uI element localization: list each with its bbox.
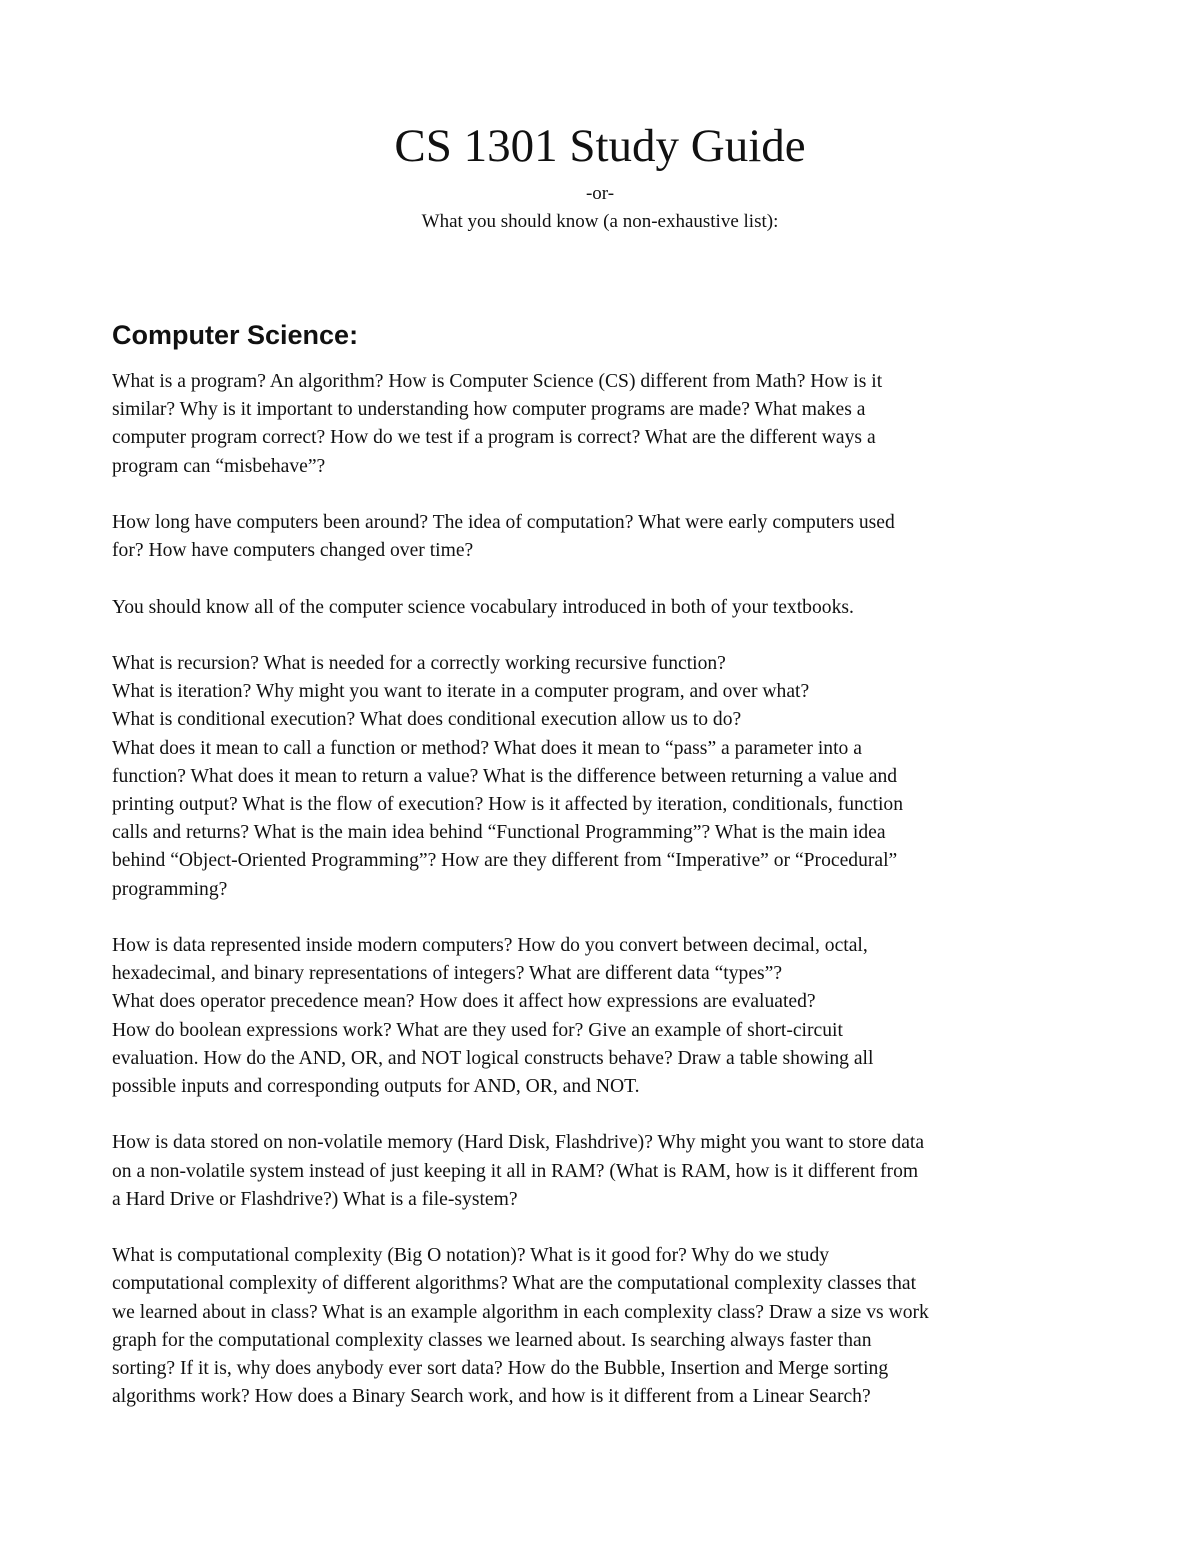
text-line: a Hard Drive or Flashdrive?) What is a file-system?	[112, 1188, 518, 1210]
text-line: What is recursion? What is needed for a correctly working recursive function?	[112, 652, 726, 674]
text-line: computational complexity of different algorithms? What are the computational complexity classes that	[112, 1273, 917, 1295]
page-title: CS 1301 Study Guide	[394, 120, 806, 172]
subtitle: What you should know (a non-exhaustive list):	[421, 211, 779, 232]
section-heading: Computer Science:	[112, 320, 359, 350]
text-line: What is conditional execution? What does conditional execution allow us to do?	[112, 709, 742, 731]
text-line: What is a program? An algorithm? How is Computer Science (CS) different from Math? How is it	[112, 371, 883, 392]
text-line: behind “Object-Oriented Programming”? How are they different from “Imperative” or “Procedural”	[112, 850, 898, 872]
text-line: How is data represented inside modern computers? How do you convert between decimal, octal,	[112, 935, 868, 956]
text-line: similar? Why is it important to understanding how computer programs are made? What makes a	[112, 399, 866, 421]
text-line: printing output? What is the flow of execution? How is it affected by iteration, conditionals, function	[112, 794, 904, 815]
paragraph	[112, 1129, 1097, 1214]
text-line: What is iteration? Why might you want to iterate in a computer program, and over what?	[112, 681, 810, 703]
text-line: programming?	[112, 878, 228, 900]
text-line: algorithms work? How does a Binary Search work, and how is it different from a Linear Search?	[112, 1386, 871, 1408]
paragraph	[112, 509, 1097, 565]
text-line: computer program correct? How do we test if a program is correct? What are the different ways a	[112, 427, 876, 449]
paragraph	[112, 932, 1097, 1101]
text-line: sorting? If it is, why does anybody ever sort data? How do the Bubble, Insertion and Merge sorting	[112, 1358, 889, 1380]
text-line: How is data stored on non-volatile memory (Hard Disk, Flashdrive)? Why might you want to store data	[112, 1132, 925, 1154]
text-line: How do boolean expressions work? What are they used for? Give an example of short-circuit	[112, 1019, 843, 1041]
study-guide-body	[112, 368, 1097, 1440]
paragraph	[112, 1242, 1097, 1411]
text-line: You should know all of the computer science vocabulary introduced in both of your textbooks.	[112, 596, 854, 618]
text-line: for? How have computers changed over time?	[112, 540, 474, 562]
text-line: graph for the computational complexity classes we learned about. Is searching always faster than	[112, 1329, 872, 1351]
paragraph	[112, 594, 1097, 622]
text-line: function? What does it mean to return a value? What is the difference between returning a value and	[112, 765, 898, 787]
subtitle-or: -or-	[585, 183, 615, 204]
text-line: What is computational complexity (Big O notation)? What is it good for? Why do we study	[112, 1245, 830, 1267]
text-line: What does it mean to call a function or method? What does it mean to “pass” a parameter into a	[112, 737, 862, 759]
text-line: calls and returns? What is the main idea behind “Functional Programming”? What is the main idea	[112, 822, 886, 844]
text-line: possible inputs and corresponding outputs for AND, OR, and NOT.	[112, 1076, 640, 1098]
paragraph	[112, 650, 1097, 904]
text-line: on a non-volatile system instead of just keeping it all in RAM? (What is RAM, how is it different from	[112, 1160, 919, 1182]
paragraph	[112, 368, 1097, 481]
text-line: we learned about in class? What is an example algorithm in each complexity class? Draw a size vs work	[112, 1301, 929, 1323]
text-line: evaluation. How do the AND, OR, and NOT logical constructs behave? Draw a table showing all	[112, 1047, 874, 1069]
text-line: How long have computers been around? The idea of computation? What were early computers used	[112, 512, 895, 533]
text-line: What does operator precedence mean? How does it affect how expressions are evaluated?	[112, 991, 816, 1013]
text-line: program can “misbehave”?	[112, 455, 326, 477]
text-line: hexadecimal, and binary representations of integers? What are different data “types”?	[112, 963, 783, 985]
